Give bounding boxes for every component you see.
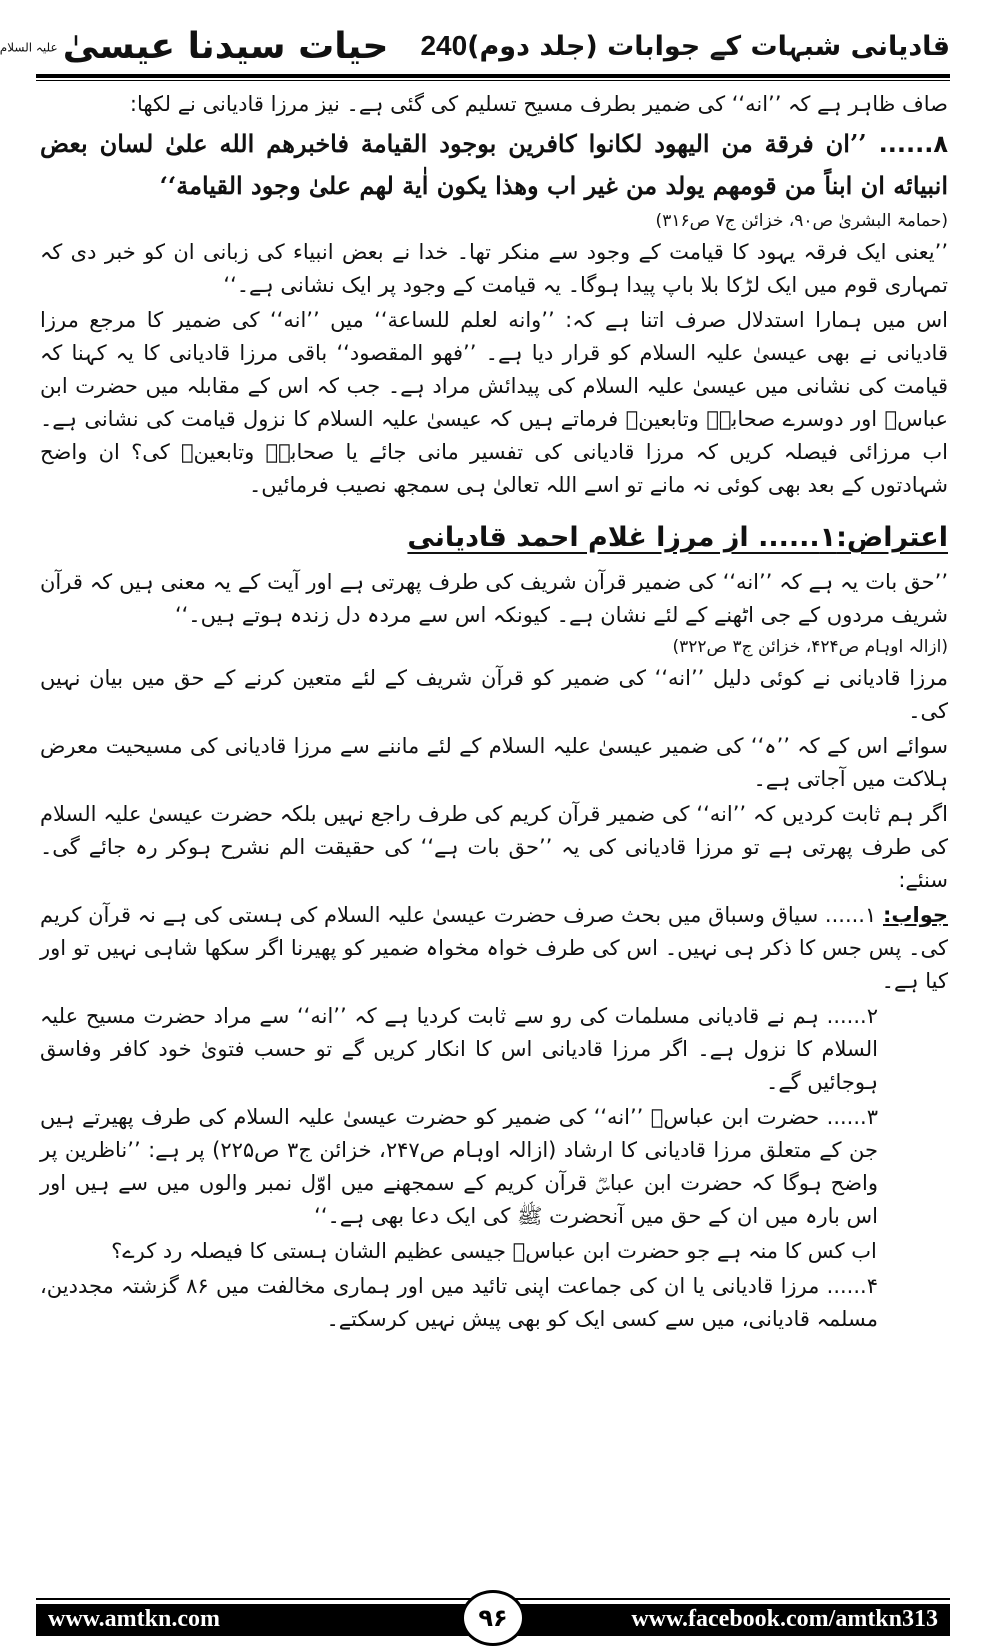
answer-1: [40, 899, 948, 998]
page-number-badge: ۹۶: [461, 1590, 525, 1646]
answer-label: جواب:: [883, 903, 948, 927]
answer-3: ۳...... حضرت ابن عباسؓ ’’انه‘‘ کی ضمیر کو حضرت عیسیٰ علیہ السلام کی طرف پھیرتے ہیں جن کے متعلق مرزا قادیانی کا ارشاد (ازالہ اوہام ص۲۴۷، خزائن ج۳ ص۲۲۵) پر ہے: ’’ناظرین پر واضح ہوگا کہ حضرت ابن عباسؓ قرآن کریم کے سمجھنے میں اوّل نمبر والوں میں سے ہیں اور اس بارہ میں ان کے حق میں آنحضرت ﷺ کی ایک دعا بھی ہے۔‘‘: [40, 1105, 878, 1228]
series-title: قادیانی شبہات کے جوابات (جلد دوم): [467, 30, 950, 62]
answer-4: ۴...... مرزا قادیانی یا ان کی جماعت اپنی تائید میں اور ہماری مخالفت میں ۸۶ گزشتہ مجددین، مسلمہ قادیانی، میں سے کسی ایک کو بھی پیش نہیں کرسکتے۔: [40, 1274, 878, 1331]
reference-2: (ازالہ اوہام ص۴۲۴، خزائن ج۳ ص۳۲۲): [672, 637, 948, 657]
answer-3-followup: اب کس کا منہ ہے جو حضرت ابن عباسؓ جیسی عظیم الشان ہستی کا فیصلہ رد کرے؟: [111, 1239, 877, 1263]
page-footer: [36, 1604, 950, 1636]
facebook-link[interactable]: www.facebook.com/amtkn313: [631, 1606, 938, 1632]
paragraph-7: سوائے اس کے کہ ’’ہ‘‘ کی ضمیر عیسیٰ علیہ السلام کے لئے ماننے سے مرزا قادیانی کی مسیحیت معرض ہلاکت میں آجاتی ہے۔: [40, 734, 948, 791]
item-number-8: ۸......: [878, 130, 948, 158]
paragraph-argument: اس میں ہمارا استدلال صرف اتنا ہے کہ: ’’وانه لعلم للساعة‘‘ میں ’’انه‘‘ کی ضمیر کا مرجع مرزا قادیانی نے بھی عیسیٰ علیہ السلام کو قرار دیا ہے۔ ’’فهو المقصود‘‘ باقی مرزا قادیانی کا یہ کہنا کہ قیامت کی نشانی میں عیسیٰ علیہ السلام کی پیدائش مراد ہے۔ جب کہ اس کے مقابلہ میں حضرت ابن عباسؓ اور دوسرے صحابہؓ وتابعینؒ فرماتے ہیں کہ عیسیٰ علیہ السلام کا نزول قیامت کی نشانی ہے۔ اب مرزائی فیصلہ کریں کہ مرزا قادیانی کی تفسیر مانی جائے یا صحابہؓ وتابعینؒ کی؟ ان واضح شہادتوں کے بعد بھی کوئی نہ مانے تو اسے اللہ تعالیٰ ہی سمجھ نصیب فرمائیں۔: [40, 308, 948, 497]
paragraph-objection-quote: ’’حق بات یہ ہے کہ ’’انه‘‘ کی ضمیر قرآن شریف کی طرف پھرتی ہے اور آیت کے یہ معنی ہیں کہ قرآن شریف مردوں کے جی اٹھنے کے لئے نشان ہے۔ کیونکہ اس سے مردہ دل زندہ ہوتے ہیں۔‘‘: [40, 570, 948, 627]
header-left-group: [0, 26, 467, 67]
paragraph-8: اگر ہم ثابت کردیں کہ ’’انه‘‘ کی ضمیر قرآن کریم کی طرف راجع نہیں بلکہ حضرت عیسیٰ علیہ السلام کی طرف پھرتی ہے تو مرزا قادیانی کی یہ ’’حق بات ہے‘‘ کی حقیقت الم نشرح ہوکر رہ جائے گی۔ سنئے:: [40, 802, 948, 892]
answer-1-text: ۱...... سیاق وسباق میں بحث صرف حضرت عیسیٰ علیہ السلام کی ہستی کی ہے نہ قرآن کریم کی۔ پس جس کا ذکر ہی نہیں۔ اس کی طرف خواہ مخواہ ضمیر کو پھیرنا اگر سکھا شاہی نہیں تو اور کیا ہے۔: [40, 903, 948, 993]
body-text: [40, 88, 948, 1338]
paragraph-1: صاف ظاہر ہے کہ ’’انه‘‘ کی ضمیر بطرف مسیح تسلیم کی گئی ہے۔ نیز مرزا قادیانی نے لکھا:: [129, 92, 948, 116]
answer-2: ۲...... ہم نے قادیانی مسلمات کی رو سے ثابت کردیا ہے کہ ’’انه‘‘ سے مراد حضرت مسیح علیہ السلام کا نزول ہے۔ اگر مرزا قادیانی اس کا انکار کریں گے تو حسب فتویٰ خود کافر وفاسق ہوجائیں گے۔: [40, 1004, 878, 1094]
header-rule-thin: [36, 80, 950, 81]
header-rule: [36, 74, 950, 78]
honorific: علیہ السلام: [0, 40, 58, 55]
arabic-quote: [40, 123, 948, 206]
objection-heading-text: اعتراض:۱...... از مرزا غلام احمد قادیانی: [407, 522, 948, 553]
objection-heading: [40, 516, 948, 560]
paragraph-6: مرزا قادیانی نے کوئی دلیل ’’انه‘‘ کی ضمیر کو قرآن شریف کے لئے متعین کرنے کے حق میں بیان نہیں کی۔: [40, 666, 948, 723]
website-link[interactable]: www.amtkn.com: [48, 1606, 220, 1632]
arabic-quote-text: ’’ان فرقة من اليهود لكانوا كافرين بوجود القيامة فاخبرهم الله علىٰ لسان بعض انبيائه ان ابناً من قومهم يولد من غير اب وهذا يكون اٰية لهم علىٰ وجود القيامة‘‘: [40, 129, 948, 200]
book-page-number: 240: [420, 30, 468, 61]
book-title-group: [0, 26, 388, 67]
page-header: [0, 22, 950, 70]
book-title: حیات سیدنا عیسیٰ: [62, 25, 389, 67]
paragraph-translation: ’’یعنی ایک فرقہ یہود کا قیامت کے وجود سے منکر تھا۔ خدا نے بعض انبیاء کی زبانی ان کو خبر دی کہ تمہاری قوم میں ایک لڑکا بلا باپ پیدا ہوگا۔ یہ قیامت کے وجود پر ایک نشانی ہے۔‘‘: [40, 240, 948, 297]
reference-1: (حمامۃ البشریٰ ص۹۰، خزائن ج۷ ص۳۱۶): [655, 211, 948, 231]
